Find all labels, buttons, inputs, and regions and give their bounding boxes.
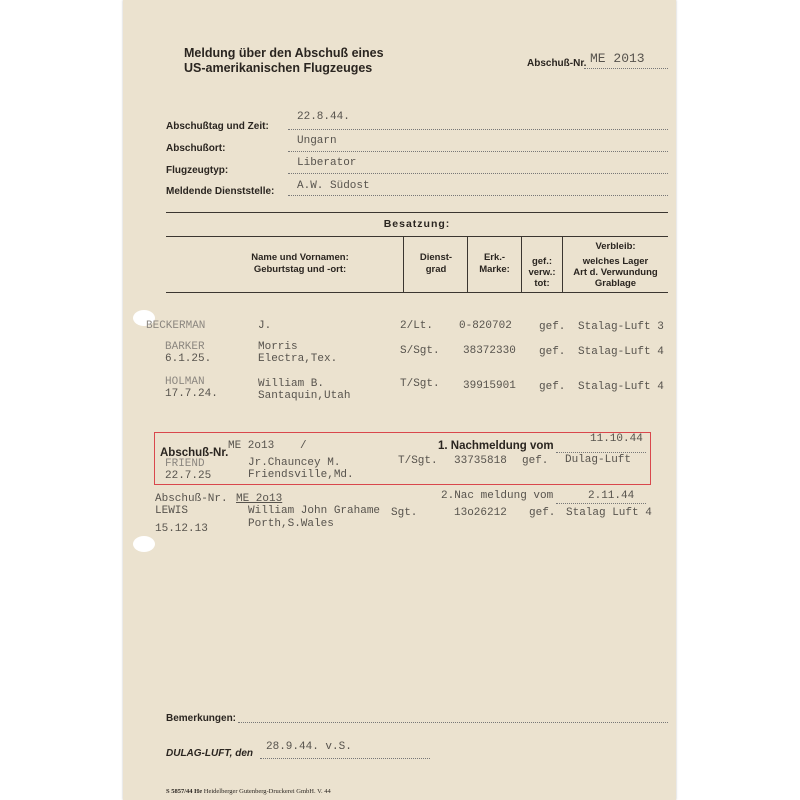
place-date-value: 28.9.44. v.S. — [266, 741, 352, 753]
place-date-label: DULAG-LUFT, den — [166, 748, 254, 759]
col-header-rank: Dienst- — [419, 252, 453, 263]
supplement2-date: 2.11.44 — [588, 490, 635, 502]
supplement1-birth-place: Friendsville,Md. — [248, 469, 354, 481]
crew-tag: 38372330 — [463, 345, 516, 357]
supplement2-tag: 13o26212 — [454, 507, 507, 519]
crew-camp: Stalag-Luft 4 — [578, 381, 664, 393]
printer-imprint — [166, 788, 331, 795]
table-rule — [166, 212, 668, 213]
fill-line — [556, 452, 646, 453]
col-header-fate-2: welches Lager — [582, 256, 649, 267]
fill-line — [288, 129, 668, 130]
crew-title: Besatzung: — [383, 218, 451, 230]
fill-line — [288, 151, 668, 152]
field-label-date: Abschußtag und Zeit: — [166, 121, 269, 132]
supplement1-status: gef. — [522, 455, 549, 467]
supplement2-given-name: William John Grahame — [248, 505, 381, 517]
table-divider — [403, 236, 404, 292]
form-title-line2: US-amerikanischen Flugzeuges — [184, 61, 373, 75]
crew-birth-date: 6.1.25. — [165, 353, 212, 365]
supplement1-surname: FRIEND — [165, 458, 205, 470]
field-value-place: Ungarn — [297, 135, 337, 147]
col-header-tag: Erk.- — [483, 252, 506, 263]
punch-hole — [133, 536, 155, 552]
fill-line — [260, 758, 430, 759]
form-title-line1: Meldung über den Abschuß eines — [184, 46, 384, 60]
shootdown-number-value: ME 2013 — [590, 51, 645, 66]
supplement2-birth-place: Porth,S.Wales — [248, 518, 334, 530]
supplement2-surname: LEWIS — [155, 505, 189, 517]
field-value-date: 22.8.44. — [297, 111, 350, 123]
col-header-fate: Verbleib: — [595, 241, 636, 252]
crew-status: gef. — [539, 381, 566, 393]
table-rule — [166, 236, 668, 237]
supplement2-birth-date: 15.12.13 — [155, 523, 208, 535]
supplement2-number-label: Abschuß-Nr. — [155, 493, 228, 505]
crew-birth-place: Santaquin,Utah — [258, 390, 351, 402]
col-header-name: Name und Vornamen: — [251, 252, 349, 263]
crew-status: gef. — [539, 346, 566, 358]
col-header-status-3: tot: — [534, 278, 550, 289]
crew-surname: BARKER — [165, 341, 205, 353]
supplement2-status: gef. — [529, 507, 556, 519]
field-value-aircraft: Liberator — [297, 157, 357, 169]
crew-rank: T/Sgt. — [400, 378, 440, 390]
imprint-code: S 5857/44 He — [166, 788, 203, 795]
crew-status: gef. — [539, 321, 566, 333]
crew-rank: 2/Lt. — [400, 320, 434, 332]
supplement2-camp: Stalag Luft 4 — [566, 507, 652, 519]
crew-birth-date: 17.7.24. — [165, 388, 218, 400]
crew-given-name: William B. — [258, 378, 325, 390]
supplement1-rank: T/Sgt. — [398, 455, 438, 467]
supplement2-title: 2.Nac meldung vom — [441, 490, 554, 502]
supplement1-number-label: Abschuß-Nr. — [160, 447, 229, 459]
field-value-unit: A.W. Südost — [297, 180, 370, 192]
supplement1-date: 11.10.44 — [590, 433, 643, 445]
form-sheet — [123, 0, 676, 800]
col-header-status-2: verw.: — [528, 267, 556, 278]
field-label-aircraft: Flugzeugtyp: — [166, 165, 229, 176]
supplement2-rank: Sgt. — [391, 507, 418, 519]
crew-rank: S/Sgt. — [400, 345, 440, 357]
supplement1-number: ME 2o13 — [228, 440, 275, 452]
supplement1-title: 1. Nachmeldung vom — [438, 440, 554, 452]
crew-surname: HOLMAN — [165, 376, 205, 388]
col-header-fate-4: Grablage — [594, 278, 637, 289]
fill-line — [238, 722, 668, 723]
crew-tag: 39915901 — [463, 380, 516, 392]
supplement2-number: ME 2o13 — [236, 493, 283, 505]
supplement1-tag: 33735818 — [454, 455, 507, 467]
crew-camp: Stalag-Luft 4 — [578, 346, 664, 358]
crew-tag: 0-820702 — [459, 320, 512, 332]
field-label-unit: Meldende Dienststelle: — [166, 186, 275, 197]
col-header-rank-2: grad — [425, 264, 447, 275]
fill-line — [584, 68, 668, 69]
fill-line — [288, 173, 668, 174]
col-header-birth: Geburtstag und -ort: — [253, 264, 347, 275]
supplement1-camp: Dulag-Luft — [565, 454, 632, 466]
crew-given-name: J. — [258, 320, 272, 332]
crew-given-name: Morris — [258, 341, 298, 353]
remarks-label: Bemerkungen: — [166, 713, 237, 724]
crew-camp: Stalag-Luft 3 — [578, 321, 664, 333]
fill-line — [288, 195, 668, 196]
imprint-printer: Heidelberger Gutenberg-Druckerei GmbH. V. 44 — [203, 788, 331, 795]
crew-birth-place: Electra,Tex. — [258, 353, 338, 365]
supplement1-given-name: Jr.Chauncey M. — [248, 457, 341, 469]
col-header-status: gef.: — [531, 256, 553, 267]
fill-line — [556, 503, 646, 504]
col-header-tag-2: Marke: — [479, 264, 510, 275]
shootdown-number-label: Abschuß-Nr. — [527, 58, 587, 69]
crew-surname: BECKERMAN — [146, 320, 206, 332]
field-label-place: Abschußort: — [166, 143, 226, 154]
table-rule — [166, 292, 668, 293]
supplement1-birth-date: 22.7.25 — [165, 470, 212, 482]
col-header-fate-3: Art d. Verwundung — [573, 267, 658, 278]
